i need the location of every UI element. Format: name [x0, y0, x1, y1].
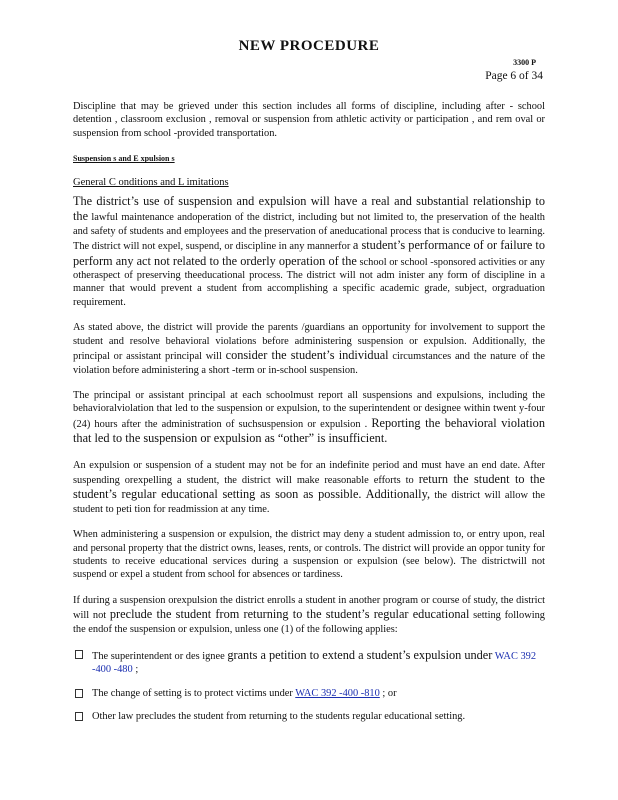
paragraph-relationship [73, 194, 545, 309]
checkbox-icon [75, 650, 83, 659]
list-item [73, 648, 545, 677]
large-text: consider the student’s individual [225, 348, 389, 363]
text: school or school -sponsored activities or any otheraspect of preserving theeducational process. The district will not adm inister any form of discipline in a manner that would prevent a student from accomplishing a specific academic grade, subject, orgraduation requirement. [73, 256, 545, 308]
text: circumstances and the nature of the violation before administering a short -term or in-school suspension. [73, 351, 545, 376]
paragraph-deny-admission: When administering a suspension or expulsion, the district may deny a student admission to, or entry upon, real and personal property that the district owns, leases, rents, or controls. The district will provide an oppor tunity for students to receive educational services during a suspension or expulsion (see below). The districtwill not suspend or expel a student from school for absences or tardiness. [73, 529, 545, 581]
list-item [73, 710, 545, 723]
section-heading: Suspension s and E xpulsion s [73, 154, 175, 164]
text: If during a suspension orexpulsion the district enrolls a student in another program or course of study, the district will not [73, 594, 545, 622]
text: ; or [379, 687, 397, 699]
paragraph-enrollment [73, 594, 545, 636]
text: The superintendent or des ignee [92, 651, 225, 662]
policy-code: 3300 P [513, 58, 536, 67]
wac-link[interactable]: WAC 392 -400 -810 [295, 687, 380, 699]
wac-reference: WAC 392 -400 -480 [92, 651, 537, 676]
large-text: grants a petition to extend a student’s expulsion under [227, 648, 493, 662]
text: the district will allow the student to peti tion for readmission at any time. [73, 490, 545, 515]
subsection-heading: General C onditions and L imitations [73, 176, 229, 188]
paragraph-intro: Discipline that may be grieved under this section includes all forms of discipline, including after - school detention , classroom exclusion , removal or suspension from athletic activity or participation , and rem oval or suspension from school -provided transportation. [73, 101, 545, 139]
document-body [73, 100, 545, 734]
large-text: return the student to the student’s regular educational setting as soon as possible. Additionally, [73, 471, 546, 502]
large-text: preclude the student from returning to the student’s regular educational [109, 607, 470, 622]
large-text: a student’s performance of or failure to perform any act not related to the orderly operation of the [73, 238, 545, 268]
text: setting following the endof the suspension or expulsion, unless one (1) of the following applies: [73, 610, 545, 635]
page-title: NEW PROCEDURE [238, 38, 380, 54]
text: Other law precludes the student from returning to the students regular educational setting. [92, 711, 466, 723]
large-text: The district’s use of suspension and expulsion will have a real and substantial relationship to the [73, 194, 545, 224]
checkbox-icon [75, 689, 83, 698]
paragraph-reporting [73, 389, 545, 447]
list-item [73, 687, 545, 700]
page-number: Page 6 of 34 [485, 70, 543, 82]
conditions-list [73, 648, 545, 724]
text: The principal or assistant principal at each schoolmust report all suspensions and expulsions, including the behavioralviolation that led to the suspension or expulsion, to the superintendent or designee within twent y-four (24) hours after the administration of suchsuspension or expulsion . [73, 389, 545, 430]
text: lawful maintenance andoperation of the district, including but not limited to, the preservation of the health and safety of students and employees and the preservation of aneducational process that is conducive to learning. The district will not expel, suspend, or discipline in any mannerfor [73, 212, 545, 253]
text: The change of setting is to protect victims under [92, 687, 293, 699]
checkbox-icon [75, 712, 83, 721]
large-text: Reporting the behavioral violation that led to the suspension or expulsion as “other” is insufficient. [73, 415, 545, 446]
paragraph-indefinite [73, 459, 545, 517]
paragraph-parents [73, 321, 545, 377]
text: As stated above, the district will provide the parents /guardians an opportunity for involvement to support the student and resolve behavioral violations before administering suspension or expulsion. Additionally, the principal or assistant principal will [73, 322, 545, 363]
text: An expulsion or suspension of a student may not be for an indefinite period and must have an end date. After suspending orexpelling a student, the district will make reasonable efforts to [73, 459, 545, 486]
text: ; [135, 664, 139, 676]
